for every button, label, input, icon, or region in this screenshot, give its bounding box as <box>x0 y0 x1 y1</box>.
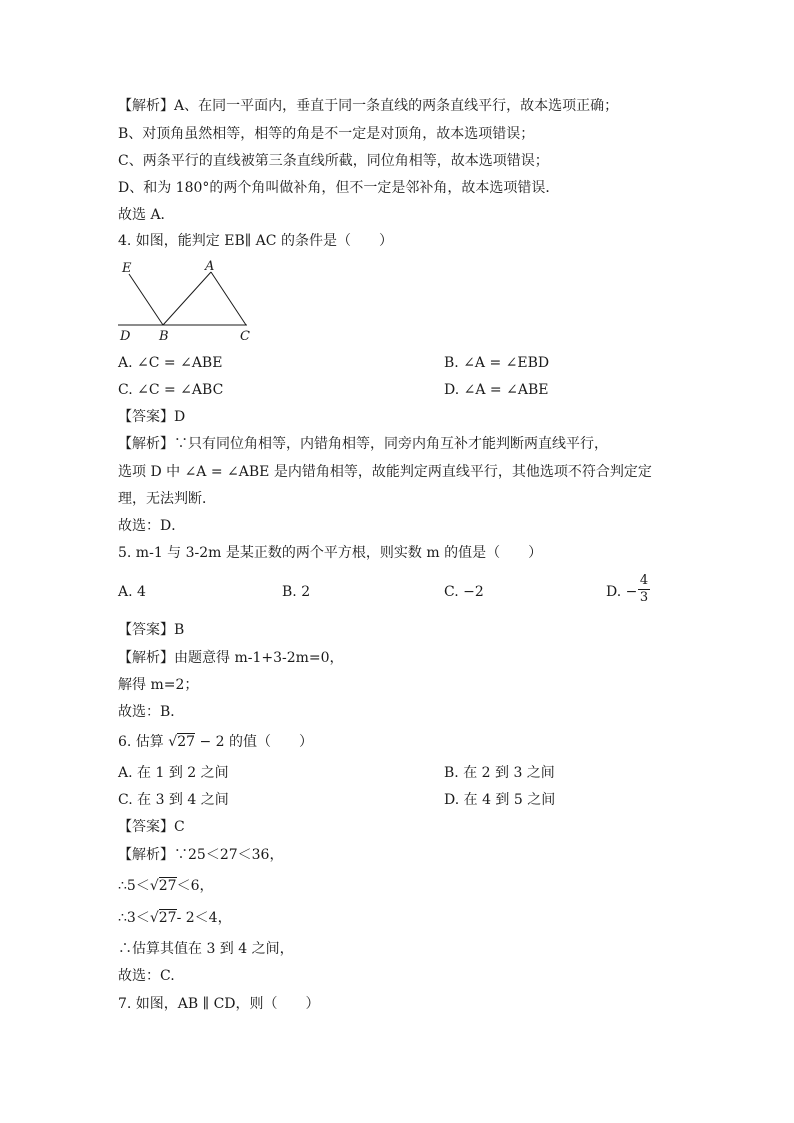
q5-option-a: A. 4 <box>118 584 146 600</box>
q5-answer: 【答案】B <box>118 622 185 638</box>
q6-stem-prefix: 6. 估算 <box>118 734 169 750</box>
q5-option-c: C. −2 <box>444 584 484 600</box>
q5-analysis-2: 解得 m=2； <box>118 677 199 693</box>
q6-analysis-3-radicand: 27 <box>158 910 177 926</box>
label-D: D <box>120 329 131 344</box>
sqrt-icon: √ <box>168 734 178 750</box>
q6-radicand: 27 <box>177 734 196 750</box>
q6-analysis-2-radicand: 27 <box>158 878 177 894</box>
q4-analysis-3: 理，无法判断． <box>118 491 216 507</box>
q4-answer: 【答案】D <box>118 409 186 425</box>
q6-option-a: A. 在 1 到 2 之间 <box>118 765 229 781</box>
q5-analysis-1: 【解析】由题意得 m-1+3-2m=0， <box>118 650 344 666</box>
label-B: B <box>159 329 169 344</box>
q6-stem <box>118 732 313 752</box>
label-C: C <box>240 329 250 344</box>
q5-option-d-prefix: D. − <box>606 584 638 600</box>
q5-analysis-3: 故选：B． <box>118 704 185 720</box>
q4-analysis-2: 选项 D 中 ∠A = ∠ABE 是内错角相等，故能判定两直线平行，其他选项不符合判定定 <box>118 464 652 480</box>
q5-option-d-fraction <box>638 574 650 605</box>
q4-stem: 4. 如图，能判定 EB∥ AC 的条件是（ ） <box>118 233 393 249</box>
q6-analysis-3 <box>118 908 232 928</box>
q4-analysis-1: 【解析】∵只有同位角相等，内错角相等，同旁内角互补才能判断两直线平行， <box>118 436 608 452</box>
sqrt-icon: √ <box>149 878 159 894</box>
q5-stem: 5. m-1 与 3-2m 是某正数的两个平方根，则实数 m 的值是（ ） <box>118 545 543 561</box>
q7-stem: 7. 如图，AB ∥ CD，则（ ） <box>118 996 320 1012</box>
q4-option-d: D. ∠A = ∠ABE <box>444 382 549 398</box>
q5-option-d <box>606 582 637 602</box>
analysis-line-2: B、对顶角虽然相等，相等的角是不一定是对顶角，故本选项错误； <box>118 126 535 142</box>
analysis-line-5: 故选 A． <box>118 207 175 223</box>
q4-option-a: A. ∠C = ∠ABE <box>118 355 223 371</box>
q6-analysis-2-suffix: ＜6， <box>176 878 214 894</box>
label-A: A <box>205 259 215 274</box>
q6-answer: 【答案】C <box>118 819 185 835</box>
q6-option-d: D. 在 4 到 5 之间 <box>444 792 556 808</box>
q6-stem-suffix: − 2 的值（ ） <box>195 734 314 750</box>
q6-analysis-3-suffix: - 2＜4， <box>176 910 232 926</box>
label-E: E <box>122 261 132 276</box>
q6-analysis-2-prefix: ∴5＜ <box>118 878 150 894</box>
q5-fraction-numerator: 4 <box>639 573 649 588</box>
analysis-line-3: C、两条平行的直线被第三条直线所截，同位角相等，故本选项错误； <box>118 153 549 169</box>
q6-analysis-2 <box>118 876 214 896</box>
q4-option-c: C. ∠C = ∠ABC <box>118 382 224 398</box>
q6-analysis-3-prefix: ∴3＜ <box>118 910 150 926</box>
q6-analysis-1: 【解析】∵25＜27＜36， <box>118 847 284 863</box>
q4-analysis-4: 故选：D． <box>118 518 186 534</box>
q5-fraction-denominator: 3 <box>639 590 649 605</box>
q6-analysis-5: 故选：C. <box>118 968 175 984</box>
q5-option-b: B. 2 <box>282 584 311 600</box>
q6-option-b: B. 在 2 到 3 之间 <box>444 765 555 781</box>
q4-figure <box>115 256 265 346</box>
q4-option-b: B. ∠A = ∠EBD <box>444 355 550 371</box>
q6-analysis-4: ∴估算其值在 3 到 4 之间， <box>118 941 294 957</box>
analysis-line-1: 【解析】A、在同一平面内，垂直于同一条直线的两条直线平行，故本选项正确； <box>118 98 619 114</box>
sqrt-icon: √ <box>149 910 159 926</box>
analysis-line-4: D、和为 180°的两个角叫做补角，但不一定是邻补角，故本选项错误． <box>118 180 560 196</box>
q6-option-c: C. 在 3 到 4 之间 <box>118 792 229 808</box>
